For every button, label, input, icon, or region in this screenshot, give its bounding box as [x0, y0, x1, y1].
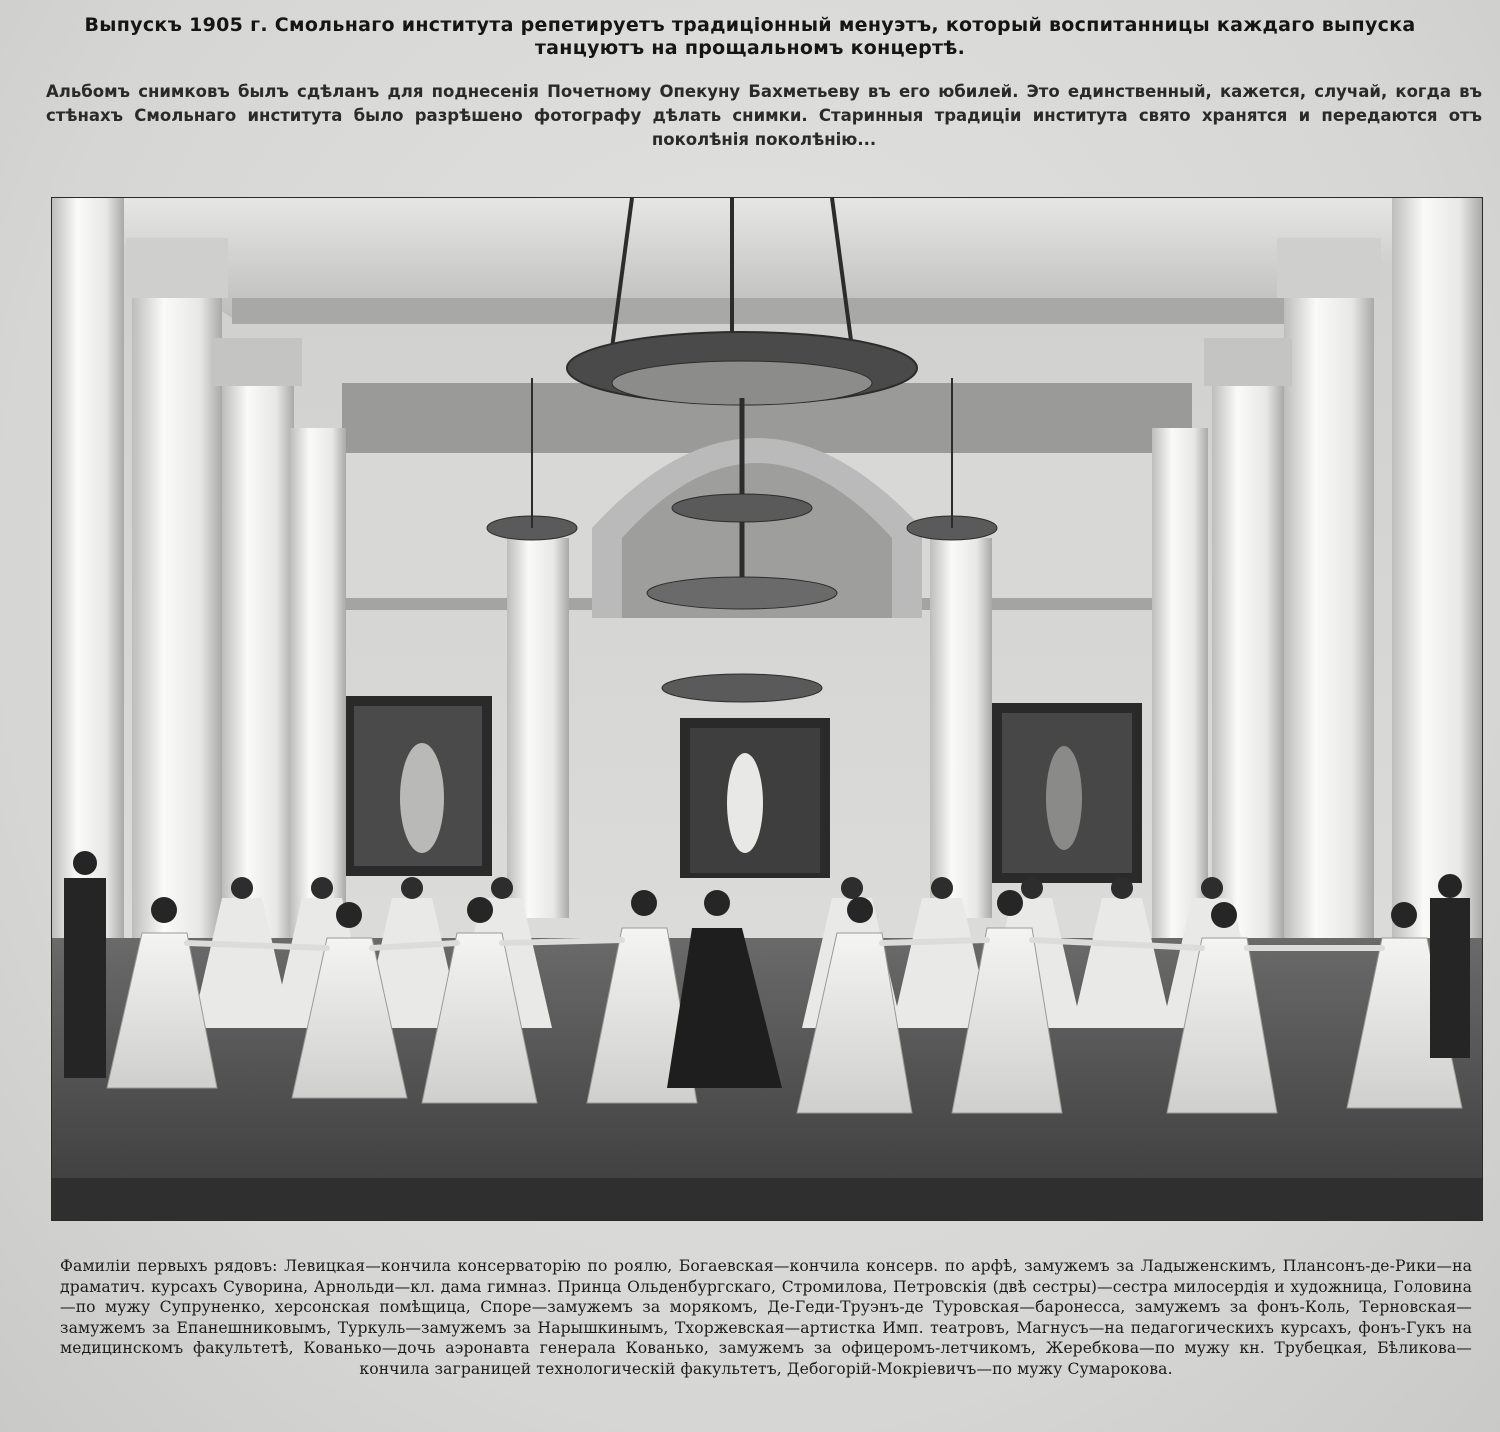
intro-paragraph: Альбомъ снимковъ былъ сдѣланъ для поднесенiя Почетному Опекуну Бахметьеву въ его юбилей. Это единственный, кажется, случай, когда въ стѣнахъ Смольнаго института было разрѣшено фотографу дѣлать снимки. Старинныя традицiи института свято хранятся и передаются отъ поколѣнiя поколѣнiю...: [46, 82, 1482, 149]
ballroom-photograph: [52, 198, 1482, 1220]
page-title: Выпускъ 1905 г. Смольнаго института репетируетъ традицiонный менуэтъ, который воспитанницы каждаго выпуска танцуютъ на прощальномъ концертѣ.: [84, 14, 1416, 59]
portrait-right: [992, 703, 1142, 883]
portrait-left: [344, 696, 492, 876]
photo-illustration: [52, 198, 1482, 1220]
portrait-center: [680, 718, 830, 878]
names-caption: Фамилiи первыхъ рядовъ: Левицкая—кончила консерваторiю по роялю, Богаевская—кончила консерв. по арфѣ, замужемъ за Ладыженскимъ, Плансонъ-де-Рики—на драматич. курсахъ Суворина, Арнольди—кл. дама гимназ. Принца Ольденбургскаго, Стромилова, Петровскiя (двѣ сестры)—сестра милосердiя и художница, Головина—по мужу Супруненко, херсонская помѣщица, Споре—замужемъ за морякомъ, Де-Геди-Труэнъ-де Туровская—баронесса, замужемъ за фонъ-Коль, Терновская—замужемъ за Епанешниковымъ, Туркуль—замужемъ за Нарышкинымъ, Тхоржевская—артистка Имп. театровъ, Магнусъ—на педагогическихъ курсахъ, фонъ-Гукъ на медицинскомъ факультетѣ, Кованько—дочь аэронавта генерала Кованько, замужемъ за офицеромъ-летчикомъ, Жеребкова—по мужу кн. Трубецкая, Бѣликова—кончила заграницей технологическiй факультетъ, Дебогорiй-Мокрiевичъ—по мужу Сумарокова.: [60, 1257, 1472, 1378]
